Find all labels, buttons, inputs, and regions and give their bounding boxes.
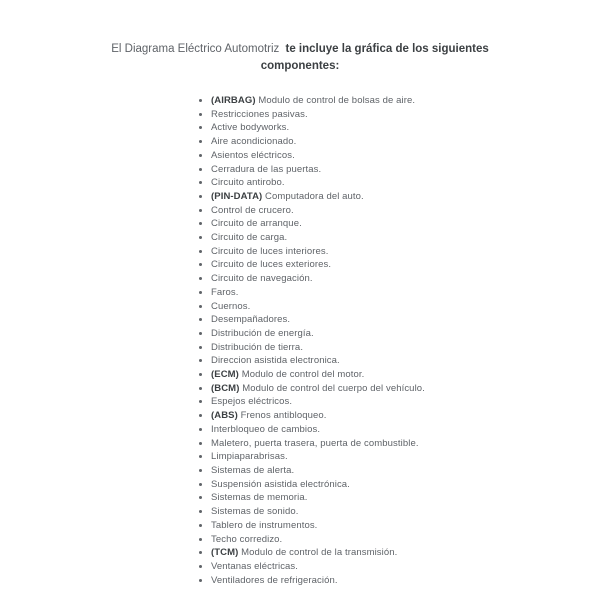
component-text: Frenos antibloqueo. [240,410,327,422]
list-item [211,464,600,478]
component-text: Asientos eléctricos. [211,149,295,161]
component-text: Distribución de tierra. [211,341,304,353]
component-text: Ventiladores de refrigeración. [211,574,338,586]
component-text: Sistemas de alerta. [211,464,295,476]
component-text: Desempañadores. [211,314,291,326]
component-bold-prefix: (PIN-DATA) [211,190,266,202]
list-item [211,313,600,327]
list-item [211,341,600,355]
list-item [211,272,600,286]
component-text: Suspensión asistida electrónica. [211,478,350,490]
page-title-bold: te incluye la gráfica de los siguientes componentes: [260,43,489,72]
list-item [211,354,600,368]
component-bold-prefix: (AIRBAG) [211,95,259,106]
component-text: Interbloqueo de cambios. [211,423,321,435]
list-item [211,135,600,149]
list-item [211,505,600,519]
list-item [211,368,600,382]
list-item [211,286,600,300]
list-item [211,231,600,245]
list-item [211,163,600,177]
component-text: Techo corredizo. [211,533,283,545]
component-text: Active bodyworks. [211,122,290,134]
list-item [211,300,600,314]
page-title-regular: El Diagrama Eléctrico Automotriz [111,43,283,55]
list-item [211,258,600,272]
list-item [211,423,600,437]
component-text: Control de crucero. [211,204,294,216]
list-item [211,176,600,190]
component-text: Faros. [211,286,239,298]
component-bold-prefix: (ABS) [211,410,241,422]
component-text: Sistemas de sonido. [211,506,299,518]
list-item [211,409,600,423]
list-item [211,546,600,560]
list-item [211,149,600,163]
component-bold-prefix: (BCM) [211,382,243,394]
page-title [104,41,496,74]
list-item [211,94,600,108]
page [0,41,600,600]
component-bold-prefix: (ECM) [211,369,242,381]
component-text: Circuito de luces exteriores. [211,259,332,271]
component-text: Aire acondicionado. [211,136,297,148]
component-text: Modulo de control del motor. [241,369,365,381]
list-item [211,190,600,204]
component-text: Limpiaparabrisas. [211,451,288,463]
list-item [211,108,600,122]
component-text: Espejos eléctricos. [211,396,293,408]
component-text: Sistemas de memoria. [211,492,308,504]
component-text: Cerradura de las puertas. [211,163,322,175]
list-item [211,478,600,492]
component-text: Direccion asistida electronica. [211,355,340,367]
list-item [211,450,600,464]
list-item [211,121,600,135]
component-text: Modulo de control del cuerpo del vehículo. [242,382,425,394]
list-item [211,491,600,505]
component-text: Ventanas eléctricas. [211,560,299,572]
component-list [0,94,600,587]
component-text: Cuernos. [211,300,251,312]
list-item [211,204,600,218]
list-item [211,245,600,259]
list-item [211,395,600,409]
list-item [211,382,600,396]
component-text: Modulo de control de bolsas de aire. [258,95,416,106]
list-item [211,217,600,231]
component-text: Modulo de control de la transmisión. [241,547,398,559]
list-item [211,533,600,547]
list-item [211,574,600,588]
component-text: Circuito antirobo. [211,177,285,189]
list-item [211,327,600,341]
component-text: Circuito de carga. [211,232,288,244]
component-text: Circuito de arranque. [211,218,302,230]
list-item [211,560,600,574]
component-text: Circuito de navegación. [211,273,313,285]
component-text: Maletero, puerta trasera, puerta de combustible. [211,437,419,449]
list-item [211,519,600,533]
component-text: Restricciones pasivas. [211,108,308,120]
component-text: Distribución de energía. [211,327,314,339]
component-text: Tablero de instrumentos. [211,519,318,531]
component-text: Computadora del auto. [265,190,364,202]
list-item [211,437,600,451]
component-text: Circuito de luces interiores. [211,245,329,257]
component-bold-prefix: (TCM) [211,547,242,559]
